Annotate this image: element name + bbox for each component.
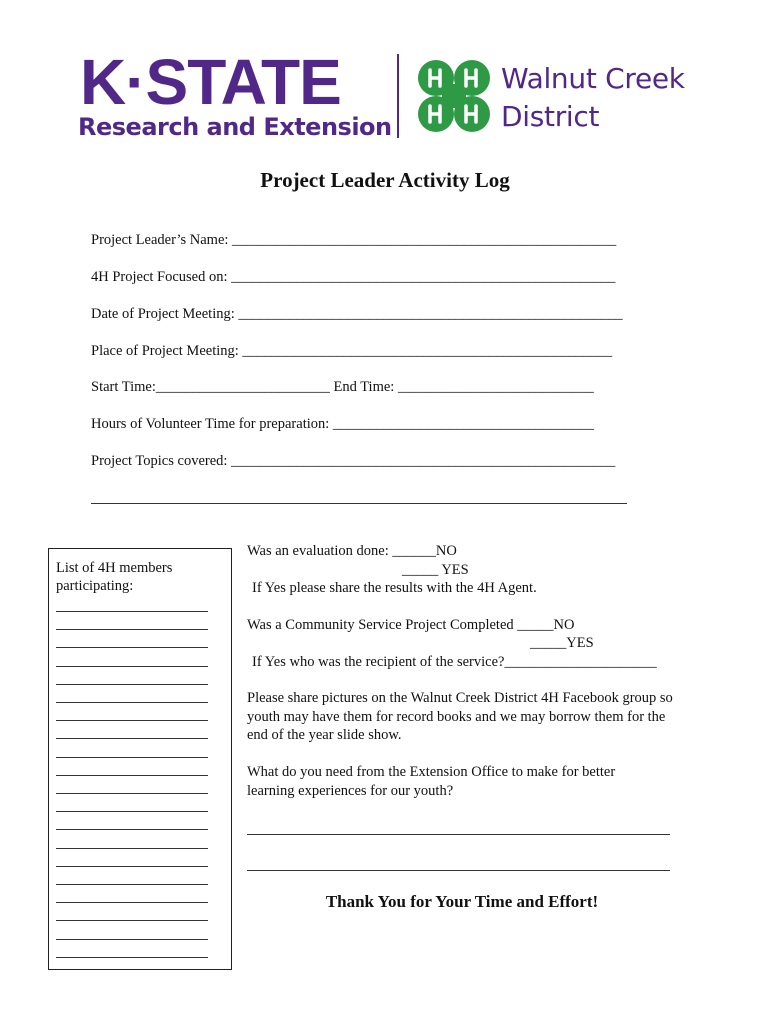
needs-question: What do you need from the Extension Office to make for better learning experiences for our youth? [247, 764, 616, 799]
member-entry-line[interactable] [56, 611, 208, 612]
member-entry-line[interactable] [56, 738, 208, 739]
community-service-question[interactable]: Was a Community Service Project Completed _____NO [247, 617, 575, 633]
members-list-label: List of 4H members participating: [56, 560, 173, 594]
community-service-followup[interactable]: If Yes who was the recipient of the service?_____________________ [252, 654, 657, 670]
member-entry-line[interactable] [56, 957, 208, 958]
district-name [501, 60, 685, 136]
topics-continuation-line[interactable] [91, 503, 627, 504]
field-meeting-place[interactable]: Place of Project Meeting: ___________________________________________________ [91, 343, 613, 359]
member-entry-line[interactable] [56, 939, 208, 940]
kstate-logo-wordmark: K·STATE [80, 46, 341, 118]
thank-you-message: Thank You for Your Time and Effort! [325, 892, 599, 911]
member-entry-line[interactable] [56, 848, 208, 849]
member-entry-line[interactable] [56, 920, 208, 921]
member-entry-line[interactable] [56, 702, 208, 703]
needs-answer-line-2[interactable] [247, 870, 670, 871]
member-entry-line[interactable] [56, 775, 208, 776]
member-entry-line[interactable] [56, 811, 208, 812]
kstate-logo-subtitle: Research and Extension [78, 113, 392, 141]
needs-answer-line-1[interactable] [247, 834, 670, 835]
field-leader-name[interactable]: Project Leader’s Name: _____________________________________________________ [91, 232, 617, 248]
field-meeting-date[interactable]: Date of Project Meeting: _____________________________________________________ [91, 306, 623, 322]
field-project-topics[interactable]: Project Topics covered: _____________________________________________________ [91, 453, 616, 469]
member-entry-line[interactable] [56, 884, 208, 885]
evaluation-yes[interactable]: _____ YES [402, 562, 469, 578]
field-project-focus[interactable]: 4H Project Focused on: _____________________________________________________ [91, 269, 616, 285]
member-entry-line[interactable] [56, 647, 208, 648]
logo-divider [397, 54, 399, 138]
member-entry-line[interactable] [56, 629, 208, 630]
member-entry-line[interactable] [56, 684, 208, 685]
evaluation-followup: If Yes please share the results with the 4H Agent. [252, 580, 537, 596]
field-volunteer-hours[interactable]: Hours of Volunteer Time for preparation: ____________________________________ [91, 416, 594, 432]
member-entry-line[interactable] [56, 866, 208, 867]
member-entry-line[interactable] [56, 666, 208, 667]
member-entry-line[interactable] [56, 720, 208, 721]
member-entry-line[interactable] [56, 902, 208, 903]
member-entry-line[interactable] [56, 793, 208, 794]
evaluation-question[interactable]: Was an evaluation done: ______NO [247, 543, 457, 559]
district-line-1: Walnut Creek [501, 62, 685, 95]
pictures-note: Please share pictures on the Walnut Creek District 4H Facebook group so youth may have them for record books and we may borrow them for the end of the year slide show. [247, 690, 673, 743]
member-entry-line[interactable] [56, 757, 208, 758]
community-service-yes[interactable]: _____YES [530, 635, 594, 651]
district-line-2: District [501, 100, 600, 133]
field-start-end-time[interactable]: Start Time:________________________ End Time: ___________________________ [91, 379, 594, 395]
page-title: Project Leader Activity Log [260, 168, 510, 192]
four-h-clover-icon [412, 54, 496, 138]
member-entry-line[interactable] [56, 829, 208, 830]
